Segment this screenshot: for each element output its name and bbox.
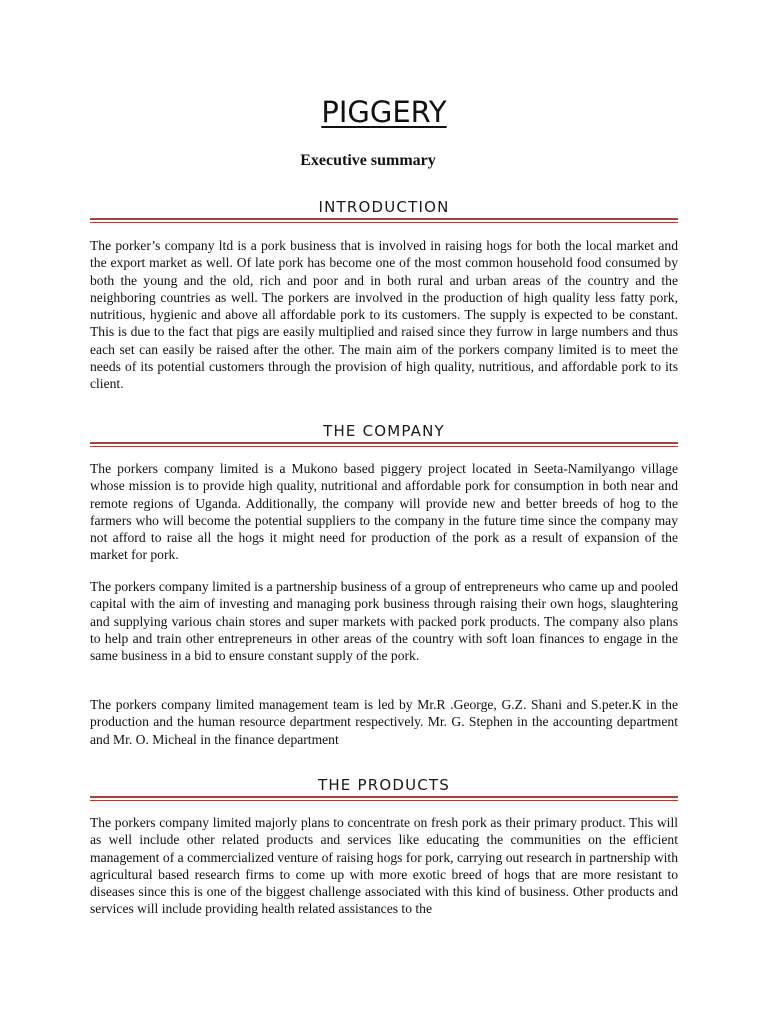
paragraph: The porkers company limited management team is led by Mr.R .George, G.Z. Shani and S.peter.K in the production and the human resource department respectively. Mr. G. Stephen in the accounting department and Mr. O. Micheal in the finance department — [90, 697, 678, 747]
paragraph: The porkers company limited is a partnership business of a group of entrepreneurs who came up and pooled capital with the aim of investing and managing pork business through raising their own hogs, slaughtering and supplying various chain stores and super markets with packed pork products. The company also plans to help and train other entrepreneurs in other areas of the country with soft loan finances to engage in the same business in a bid to ensure constant supply of the pork. — [90, 579, 678, 664]
section-heading-products: THE PRODUCTS — [317, 776, 451, 794]
paragraph: The porkers company limited majorly plans to concentrate on fresh pork as their primary product. This will as well include other related products and services like educating the communities on the efficient management of a commercialized venture of raising hogs for pork, carrying out research in partnership with agricultural based research firms to come up with more exotic breed of hogs that are more resistant to diseases since this is one of the biggest challenge associated with this kind of business. Other products and services will include providing health related assistances to the — [90, 815, 678, 917]
section-divider — [90, 442, 678, 447]
section-divider — [90, 796, 678, 801]
paragraph: The porker’s company ltd is a pork business that is involved in raising hogs for both the local market and the export market as well. Of late pork has become one of the most common household food consumed by both the young and the old, rich and poor and in both rural and urban areas of the country and the neighboring countries as well. The porkers are involved in the production of high quality less fatty pork, nutritious, hygienic and above all affordable pork to its customers. The supply is expected to be constant. This is due to the fact that pigs are easily multiplied and raised since they furrow in large numbers and thus each set can easily be raised after the other. The main aim of the porkers company limited is to meet the needs of its potential customers through the provision of high quality, nutritious, and affordable pork to its client. — [90, 238, 678, 392]
paragraph: The porkers company limited is a Mukono based piggery project located in Seeta-Namilyango village whose mission is to provide high quality, nutritional and affordable pork for consumption in both near and remote regions of Uganda. Additionally, the company will provide new and better breeds of hog to the farmers who will become the potential suppliers to the company in the future time since the company may not afford to raise all the hogs it might need for production of the pork as a result of expansion of the market for pork. — [90, 461, 678, 563]
document-title: PIGGERY — [321, 95, 447, 129]
section-heading-introduction: INTRODUCTION — [318, 198, 450, 216]
document-subtitle: Executive summary — [300, 152, 436, 169]
section-divider — [90, 218, 678, 223]
section-heading-company: THE COMPANY — [323, 422, 445, 440]
